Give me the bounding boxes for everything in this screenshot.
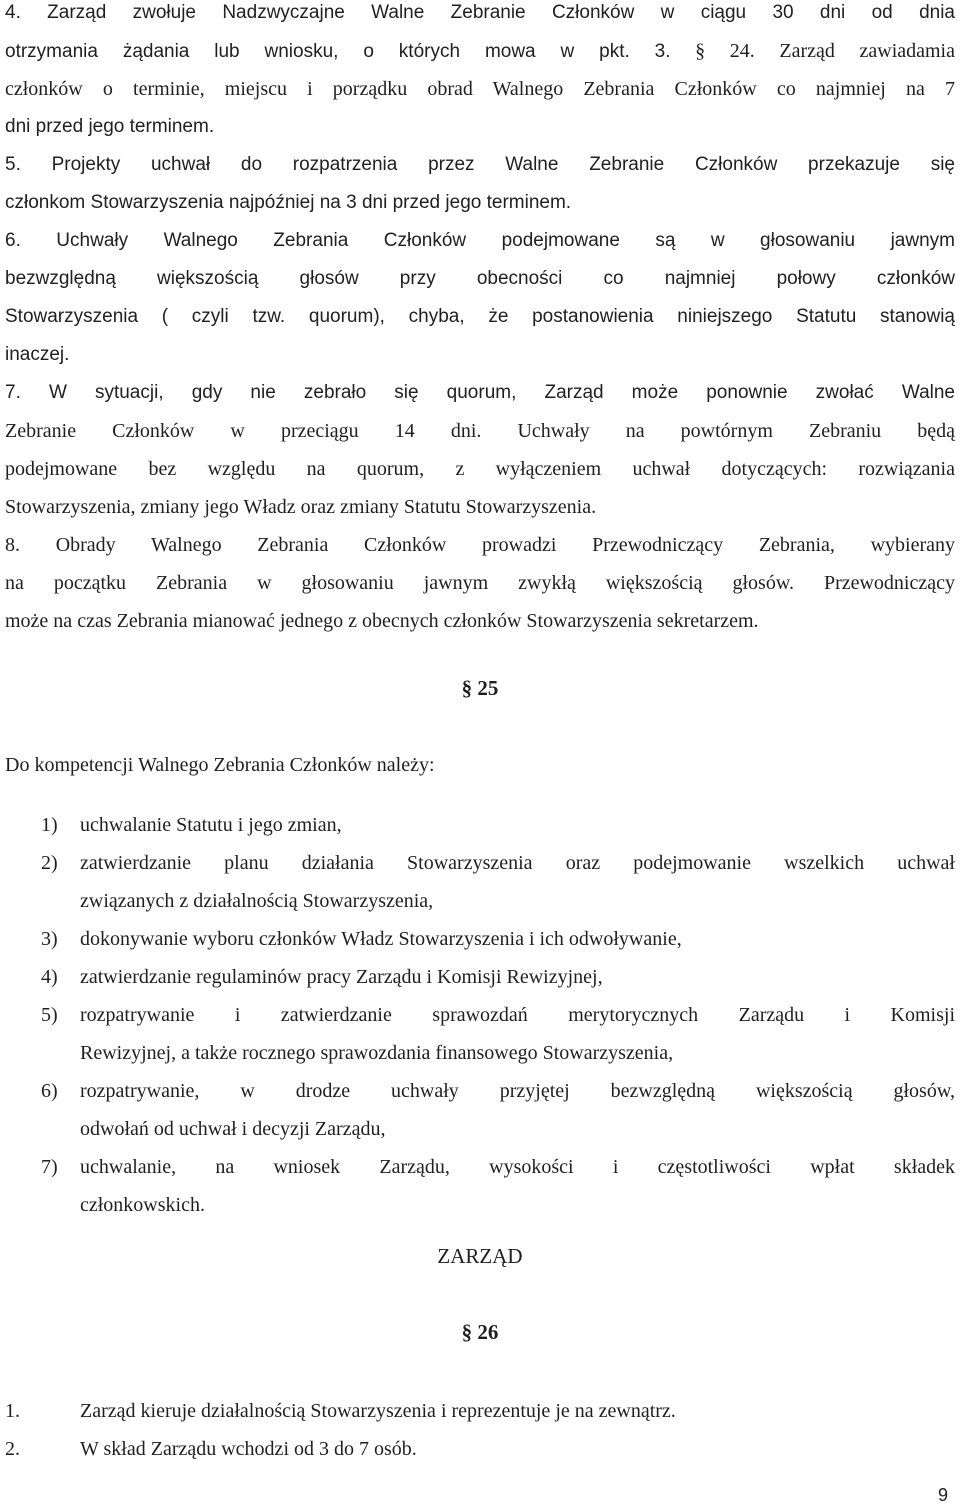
list-item-number: 1) bbox=[41, 814, 58, 836]
zarzad-list bbox=[5, 1392, 955, 1468]
list-item-line2: związanych z działalnością Stowarzyszenia, bbox=[80, 890, 434, 912]
section-25-heading: § 25 bbox=[461, 676, 499, 700]
list-item-number: 6) bbox=[41, 1080, 58, 1102]
paragraph-4-line2-b: § 24. Zarząd zawiadamia bbox=[670, 40, 955, 62]
list-item-number: 1. bbox=[5, 1400, 20, 1422]
list-item-line1: uchwalanie Statutu i jego zmian, bbox=[80, 814, 342, 836]
list-item-text: W skład Zarządu wchodzi od 3 do 7 osób. bbox=[80, 1438, 417, 1460]
section-25-intro: Do kompetencji Walnego Zebrania Członków należy: bbox=[5, 754, 435, 776]
zarzad-heading: ZARZĄD bbox=[437, 1244, 523, 1268]
list-item-text: Zarząd kieruje działalnością Stowarzyszenia i reprezentuje je na zewnątrz. bbox=[80, 1400, 676, 1422]
paragraph-8-line2: na początku Zebrania w głosowaniu jawnym zwykłą większością głosów. Przewodniczący bbox=[5, 572, 955, 594]
paragraph-6-line1: 6. Uchwały Walnego Zebrania Członków podejmowane są w głosowaniu jawnym bbox=[5, 230, 955, 251]
list-item bbox=[5, 844, 955, 920]
paragraph-6-line2: bezwzględną większością głosów przy obecności co najmniej połowy członków bbox=[5, 268, 955, 289]
list-item-number: 5) bbox=[41, 1004, 58, 1026]
paragraph-8-line3: może na czas Zebrania mianować jednego z obecnych członków Stowarzyszenia sekretarzem. bbox=[5, 610, 759, 632]
paragraph-6-line4: inaczej. bbox=[5, 344, 70, 365]
list-item bbox=[5, 806, 955, 844]
list-item-number: 7) bbox=[41, 1156, 58, 1178]
paragraph-4-line1: 4. Zarząd zwołuje Nadzwyczajne Walne Zebranie Członków w ciągu 30 dni od dnia bbox=[5, 2, 955, 23]
paragraph-5-line1: 5. Projekty uchwał do rozpatrzenia przez Walne Zebranie Członków przekazuje się bbox=[5, 154, 955, 175]
list-item-line1: zatwierdzanie regulaminów pracy Zarządu i Komisji Rewizyjnej, bbox=[80, 966, 603, 988]
list-item-line2: odwołań od uchwał i decyzji Zarządu, bbox=[80, 1118, 386, 1140]
paragraph-4-line2-a: otrzymania żądania lub wniosku, o których mowa w pkt. 3. bbox=[5, 41, 671, 62]
paragraph-7-line4: Stowarzyszenia, zmiany jego Władz oraz zmiany Statutu Stowarzyszenia. bbox=[5, 496, 597, 518]
section-26-heading: § 26 bbox=[461, 1320, 499, 1344]
list-item-number: 2) bbox=[41, 852, 58, 874]
paragraph-4-line4: dni przed jego terminem. bbox=[5, 116, 215, 137]
list-item bbox=[5, 1148, 955, 1224]
paragraph-7-line1: 7. W sytuacji, gdy nie zebrało się quorum, Zarząd może ponownie zwołać Walne bbox=[5, 382, 955, 403]
list-item-number: 2. bbox=[5, 1438, 20, 1460]
list-item-line2: członkowskich. bbox=[80, 1194, 205, 1216]
list-item-number: 3) bbox=[41, 928, 58, 950]
list-item-line1: uchwalanie, na wniosek Zarządu, wysokości i częstotliwości wpłat składek bbox=[80, 1156, 955, 1178]
paragraph-7-line3: podejmowane bez względu na quorum, z wyłączeniem uchwał dotyczących: rozwiązania bbox=[5, 458, 955, 480]
list-item-line1: rozpatrywanie, w drodze uchwały przyjętej bezwzględną większością głosów, bbox=[80, 1080, 955, 1102]
paragraph-5-line2: członkom Stowarzyszenia najpóźniej na 3 dni przed jego terminem. bbox=[5, 192, 572, 213]
list-item-line1: rozpatrywanie i zatwierdzanie sprawozdań merytorycznych Zarządu i Komisji bbox=[80, 1004, 955, 1026]
list-item bbox=[5, 920, 955, 958]
list-item-line1: zatwierdzanie planu działania Stowarzyszenia oraz podejmowanie wszelkich uchwał bbox=[80, 852, 955, 874]
paragraph-6-line3: Stowarzyszenia ( czyli tzw. quorum), chyba, że postanowienia niniejszego Statutu stanowią bbox=[5, 306, 955, 327]
paragraph-7-line2: Zebranie Członków w przeciągu 14 dni. Uchwały na powtórnym Zebraniu będą bbox=[5, 420, 955, 442]
paragraph-4-line3: członków o terminie, miejscu i porządku obrad Walnego Zebrania Członków co najmniej na 7 bbox=[5, 78, 955, 100]
list-item-line2: Rewizyjnej, a także rocznego sprawozdania finansowego Stowarzyszenia, bbox=[80, 1042, 674, 1064]
paragraph-4-line2 bbox=[5, 32, 955, 71]
list-item-line1: dokonywanie wyboru członków Władz Stowarzyszenia i ich odwoływanie, bbox=[80, 928, 682, 950]
paragraph-8-line1: 8. Obrady Walnego Zebrania Członków prowadzi Przewodniczący Zebrania, wybierany bbox=[5, 534, 955, 556]
list-item bbox=[5, 996, 955, 1072]
list-item-number: 4) bbox=[41, 966, 58, 988]
list-item bbox=[5, 1392, 955, 1430]
list-item bbox=[5, 1430, 955, 1468]
competencies-list bbox=[5, 806, 955, 1224]
list-item bbox=[5, 958, 955, 996]
list-item bbox=[5, 1072, 955, 1148]
page-number: 9 bbox=[937, 1485, 948, 1505]
